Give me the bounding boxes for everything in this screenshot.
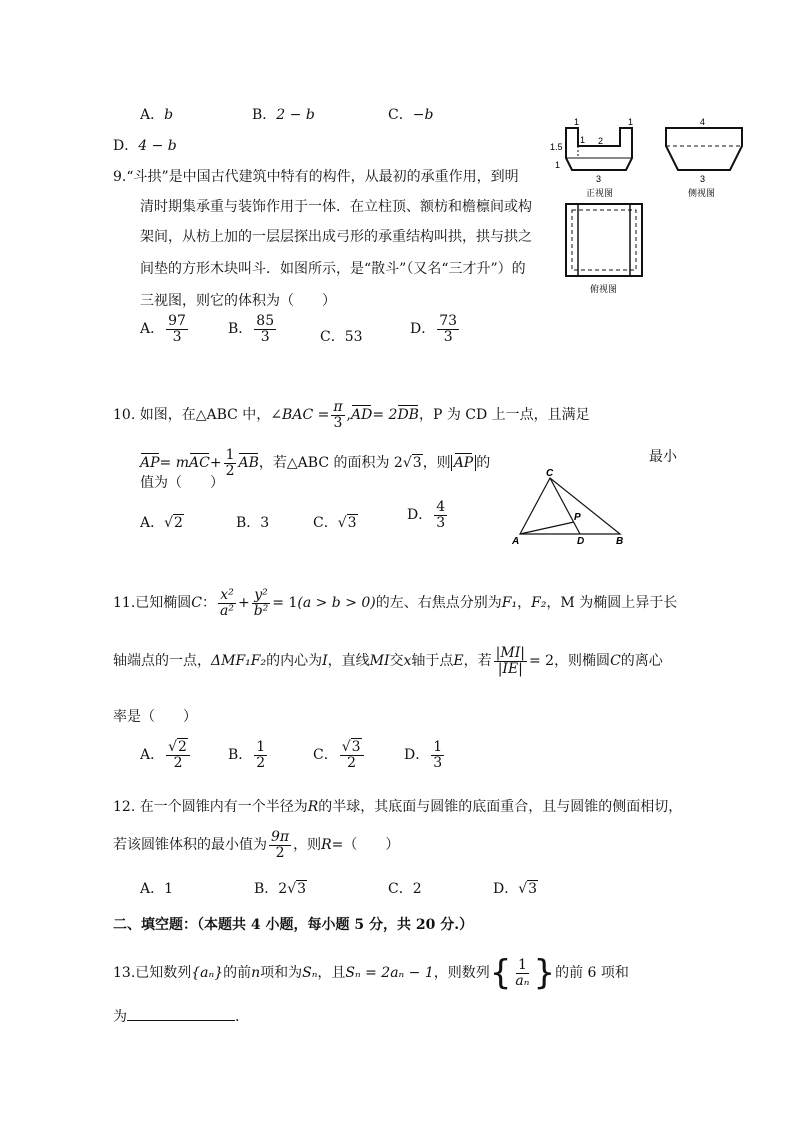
front-label-1c: 1	[580, 135, 586, 145]
q11-option-a: A． $\frac{√2}{2}$	[140, 740, 192, 770]
q9-option-c: C．53	[320, 329, 363, 345]
q10-min-word: 最小	[649, 449, 677, 465]
q11-option-d: D． $\frac{1}{3}$	[404, 739, 443, 771]
label-b: B	[616, 536, 624, 547]
q13-line1: 13.已知数列{aₙ}的前n项和为Sₙ，且Sₙ = 2aₙ − 1，则数列{ $\frac{1}{\text{aₙ}}$ }的前 6 项和	[113, 953, 629, 993]
q13-line2: 为 .	[113, 1006, 239, 1026]
q10-option-b: B．3	[236, 515, 270, 531]
q12-option-d: D．√3	[493, 881, 538, 897]
q9-line2: 清时期集承重与装饰作用于一体．在立柱顶、额枋和檐檩间或构	[140, 199, 532, 215]
q10-line1: 10. 如图，在△ABC 中，∠BAC = $\frac{\pi}{3}$ ,AD= 2DB，P 为 CD 上一点，且满足	[113, 399, 590, 431]
side-view-title: 侧视图	[688, 188, 716, 198]
q8-option-b: B．2 − b	[252, 107, 315, 123]
q8-option-a: A．b	[140, 107, 174, 123]
side-label-3: 3	[700, 174, 706, 184]
q11-option-c: C． $\frac{√3}{2}$	[313, 740, 366, 770]
q9-line5: 三视图，则它的体积为（ ）	[140, 293, 336, 309]
front-label-1-5: 1.5	[550, 142, 563, 152]
q11-line2: 轴端点的一点，ΔMF₁F₂的内心为I，直线MI交x轴于点E，若 $\frac{|MI|}{|IE|}$ = 2，则椭圆C的离心	[113, 645, 663, 677]
q10-option-a: A．√2	[140, 515, 183, 531]
q10-line3: 值为（ ）	[140, 475, 224, 491]
front-label-1d: 1	[555, 160, 561, 170]
q12-option-a: A．1	[140, 881, 174, 897]
q10-triangle-figure	[508, 466, 632, 548]
front-label-2: 2	[598, 136, 604, 146]
q12-line2: 若该圆锥体积的最小值为 $\frac{9\pi}{2}$ ，则R=（ ）	[113, 829, 400, 861]
front-view-title: 正视图	[586, 188, 614, 198]
q10-line2: AP= mAC+ $\frac{1}{2}$ AB，若△ABC 的面积为 2√3，则 AP 的	[140, 447, 491, 479]
section-fill-in-title: 二、填空题：（本题共 4 小题，每小题 5 分，共 20 分.）	[113, 917, 474, 933]
q12-line1: 12. 在一个圆锥内有一个半径为R的半球，其底面与圆锥的底面重合，且与圆锥的侧面相切，	[113, 799, 683, 815]
q10-option-d: D． $\frac{4}{3}$	[407, 499, 446, 531]
label-c: C	[546, 468, 554, 479]
q9-line3: 架间，从枋上加的一层层探出成弓形的承重结构叫拱，拱与拱之	[140, 229, 532, 245]
q8-option-d: D．4 − b	[113, 138, 177, 154]
q11-option-b: B． $\frac{1}{2}$	[228, 739, 266, 771]
label-d: D	[577, 536, 585, 547]
q13-answer-blank[interactable]	[127, 1006, 235, 1021]
q11-line1: 11.已知椭圆C： $\frac{\text{x²}}{\text{a²}}$ + $\frac{\text{y²}}{\text{b²}}$ = 1(a > b > 0)的左、右焦点分别为F₁，F₂，M 为椭圆上异于长	[113, 587, 678, 619]
q9-option-b: B． $\frac{85}{3}$	[228, 313, 275, 345]
q10-option-c: C．√3	[313, 515, 357, 531]
front-label-3: 3	[596, 174, 602, 184]
side-label-4: 4	[700, 117, 706, 127]
label-a: A	[512, 536, 520, 547]
q12-option-b: B．2√3	[254, 881, 307, 897]
front-label-1b: 1	[628, 117, 634, 127]
q9-three-view-figure	[548, 112, 748, 302]
q9-option-a: A． $\frac{97}{3}$	[140, 313, 186, 345]
label-p: P	[574, 512, 581, 523]
q11-line3: 率是（ ）	[113, 709, 197, 725]
top-view-title: 俯视图	[590, 284, 618, 294]
q9-option-d: D． $\frac{73}{3}$	[410, 313, 458, 345]
front-label-1a: 1	[574, 117, 580, 127]
q8-option-c: C．−b	[388, 107, 434, 123]
q12-option-c: C．2	[388, 881, 422, 897]
q9-line4: 间垫的方形木块叫斗．如图所示，是“散斗”（又名“三才升”）的	[140, 261, 526, 277]
q9-line1: 9.“斗拱”是中国古代建筑中特有的构件，从最初的承重作用，到明	[113, 169, 519, 185]
